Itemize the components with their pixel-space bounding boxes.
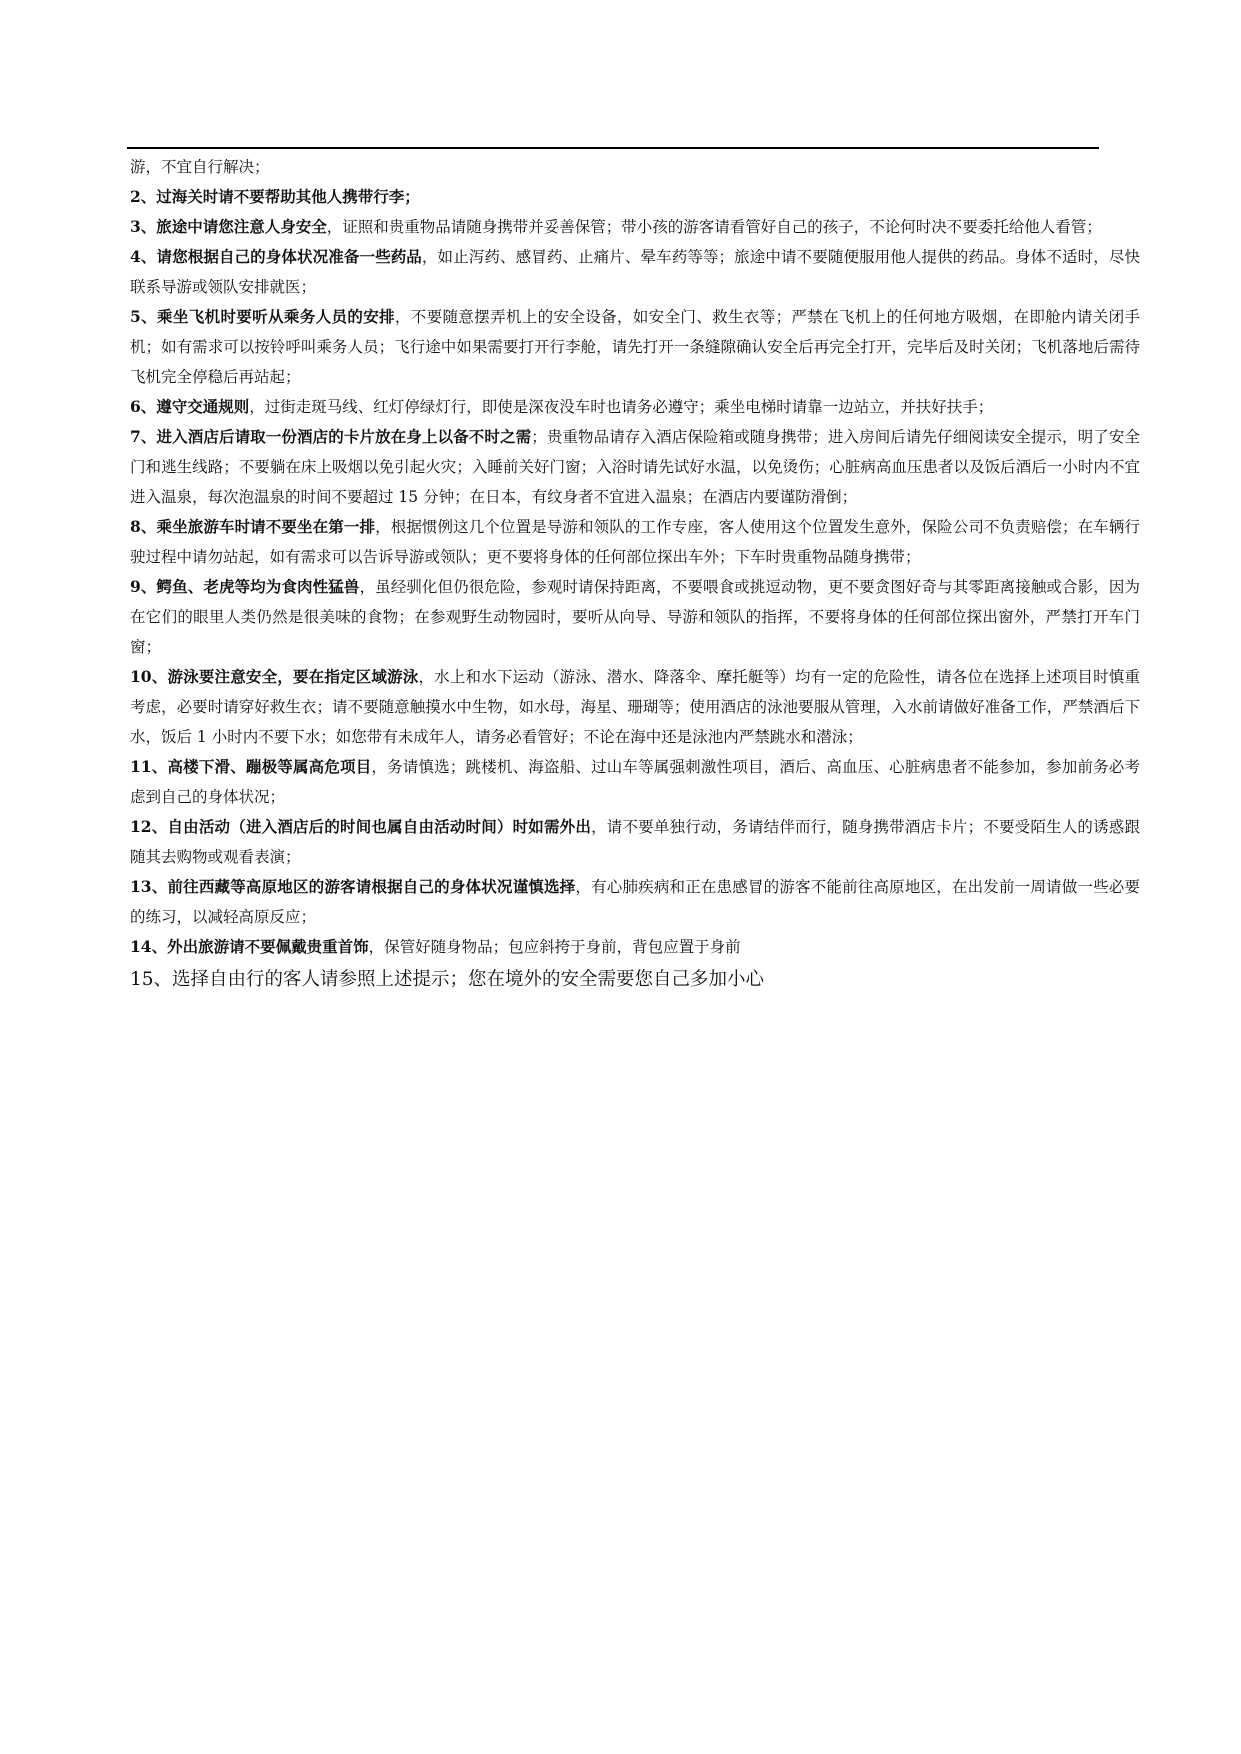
paragraph-text: ，务请慎选；跳楼机、海盗船、过山车等属强刺激性项目，酒后、高血压、心脏病患者不能参加，参加前务必考虑到自己的身体状况；: [130, 758, 1140, 806]
paragraph-item-14: [130, 932, 1140, 962]
paragraph-lead: 8、乘坐旅游车时请不要坐在第一排: [130, 517, 376, 536]
paragraph-item-4: [130, 242, 1140, 302]
paragraph-text: ，水上和水下运动（游泳、潜水、降落伞、摩托艇等）均有一定的危险性，请各位在选择上述项目时慎重考虑，必要时请穿好救生衣；请不要随意触摸水中生物，如水母，海星、珊瑚等；使用酒店的泳池要服从管理，入水前请做好准备工作，严禁酒后下水，饭后 1 小时内不要下水；如您带有未成年人，请务必看管好；不论在海中还是泳池内严禁跳水和潜泳；: [130, 668, 1140, 746]
paragraph-lead: 5、乘坐飞机时要听从乘务人员的安排: [130, 307, 395, 326]
paragraph-lead: 9、鳄鱼、老虎等均为食肉性猛兽: [130, 577, 360, 596]
paragraph-item-5: [130, 302, 1140, 392]
paragraph-item-8: [130, 512, 1140, 572]
paragraph-text: ，有心肺疾病和正在患感冒的游客不能前往高原地区，在出发前一周请做一些必要的练习，以减轻高原反应；: [130, 878, 1140, 926]
header-rule: [127, 147, 1099, 149]
paragraph-text: ，根据惯例这几个位置是导游和领队的工作专座，客人使用这个位置发生意外，保险公司不负责赔偿；在车辆行驶过程中请勿站起，如有需求可以告诉导游或领队；更不要将身体的任何部位探出车外；下车时贵重物品随身携带；: [130, 518, 1140, 566]
paragraph-item-10: [130, 662, 1140, 752]
paragraph-lead: 7、进入酒店后请取一份酒店的卡片放在身上以备不时之需: [130, 427, 532, 446]
paragraph-continued: [130, 152, 1140, 182]
paragraph-text: ，过街走斑马线、红灯停绿灯行，即使是深夜没车时也请务必遵守；乘坐电梯时请靠一边站立，并扶好扶手；: [249, 398, 994, 416]
paragraph-item-2: [130, 182, 1140, 212]
paragraph-item-6: [130, 392, 1140, 422]
paragraph-lead: 14、外出旅游请不要佩戴贵重首饰: [130, 937, 369, 956]
paragraph-item-12: [130, 812, 1140, 872]
paragraph-text: ，虽经驯化但仍很危险，参观时请保持距离，不要喂食或挑逗动物，更不要贪图好奇与其零距离接触或合影，因为在它们的眼里人类仍然是很美味的食物；在参观野生动物园时，要听从向导、导游和领队的指挥，不要将身体的任何部位探出窗外，严禁打开车门窗；: [130, 578, 1140, 656]
paragraph-text: ，如止泻药、感冒药、止痛片、晕车药等等；旅途中请不要随便服用他人提供的药品。身体不适时，尽快联系导游或领队安排就医；: [130, 248, 1140, 296]
document-body: [130, 152, 1140, 996]
paragraph-text: 15、选择自由行的客人请参照上述提示；您在境外的安全需要您自己多加小心: [130, 969, 765, 990]
paragraph-lead: 6、遵守交通规则: [130, 397, 250, 416]
paragraph-text: ，请不要单独行动，务请结伴而行，随身携带酒店卡片；不要受陌生人的诱惑跟随其去购物或观看表演；: [130, 818, 1140, 866]
paragraph-lead: 13、前往西藏等高原地区的游客请根据自己的身体状况谨慎选择: [130, 877, 576, 896]
paragraph-text: ，不要随意摆弄机上的安全设备，如安全门、救生衣等；严禁在飞机上的任何地方吸烟，在即舱内请关闭手机；如有需求可以按铃呼叫乘务人员；飞行途中如果需要打开行李舱，请先打开一条缝隙确认安全后再完全打开，完毕后及时关闭；飞机落地后需待飞机完全停稳后再站起；: [130, 308, 1140, 386]
paragraph-text: ，保管好随身物品；包应斜挎于身前，背包应置于身前: [368, 938, 741, 956]
paragraph-item-11: [130, 752, 1140, 812]
paragraph-lead: 12、自由活动（进入酒店后的时间也属自由活动时间）时如需外出: [130, 817, 592, 836]
paragraph-item-7: [130, 422, 1140, 512]
paragraph-lead: 4、请您根据自己的身体状况准备一些药品: [130, 247, 422, 266]
paragraph-lead: 2、过海关时请不要帮助其他人携带行李；: [130, 187, 420, 206]
paragraph-text: ；贵重物品请存入酒店保险箱或随身携带；进入房间后请先仔细阅读安全提示，明了安全门和逃生线路；不要躺在床上吸烟以免引起火灾；入睡前关好门窗；入浴时请先试好水温，以免烫伤；心脏病高血压患者以及饭后酒后一小时内不宜进入温泉，每次泡温泉的时间不要超过 15 分钟；在日本，有纹身者不宜进入温泉；在酒店内要谨防滑倒；: [130, 428, 1140, 506]
paragraph-lead: 11、高楼下滑、蹦极等属高危项目: [130, 757, 372, 776]
paragraph-text: ，证照和贵重物品请随身携带并妥善保管；带小孩的游客请看管好自己的孩子，不论何时决不要委托给他人看管；: [326, 218, 1102, 236]
paragraph-item-9: [130, 572, 1140, 662]
paragraph-lead: 3、旅途中请您注意人身安全: [130, 217, 327, 236]
paragraph-item-15: [130, 964, 1140, 996]
paragraph-lead: 10、游泳要注意安全，要在指定区域游泳: [130, 667, 419, 686]
paragraph-item-3: [130, 212, 1140, 242]
paragraph-text: 游，不宜自行解决；: [130, 158, 270, 176]
paragraph-item-13: [130, 872, 1140, 932]
